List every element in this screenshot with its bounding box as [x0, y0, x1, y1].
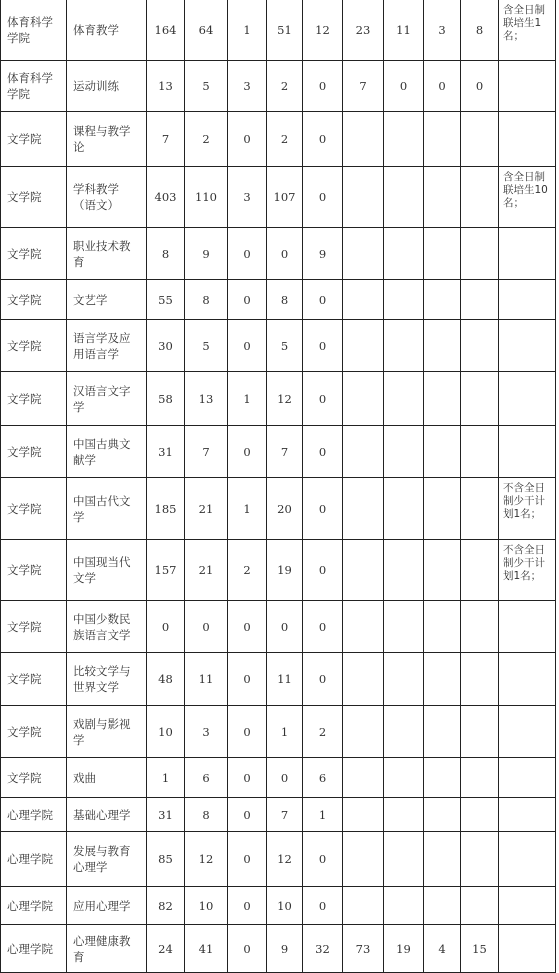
applicants-cell: 24: [147, 925, 185, 973]
applicants-cell: 48: [147, 653, 185, 706]
applicants-cell: 31: [147, 426, 185, 478]
col8-cell: [424, 798, 461, 832]
major-cell: 比较文学与世界文学: [67, 653, 147, 706]
note-cell: [499, 653, 556, 706]
applicants-cell: 31: [147, 798, 185, 832]
col6-cell: 73: [343, 925, 384, 973]
col7-cell: [384, 798, 424, 832]
col5-cell: 6: [303, 758, 343, 798]
col7-cell: [384, 320, 424, 372]
enrolled-cell: 3: [185, 706, 228, 758]
note-cell: [499, 112, 556, 167]
col4-cell: 7: [267, 426, 303, 478]
enrolled-cell: 41: [185, 925, 228, 973]
col9-cell: [461, 112, 499, 167]
col7-cell: [384, 228, 424, 280]
col9-cell: [461, 320, 499, 372]
col9-cell: [461, 540, 499, 601]
major-cell: 中国古典文献学: [67, 426, 147, 478]
col5-cell: 12: [303, 0, 343, 61]
col7-cell: [384, 372, 424, 426]
applicants-cell: 185: [147, 478, 185, 540]
table-row: [1, 0, 556, 61]
table-row: [1, 320, 556, 372]
note-cell: [499, 758, 556, 798]
col5-cell: 0: [303, 601, 343, 653]
col8-cell: [424, 372, 461, 426]
applicants-cell: 58: [147, 372, 185, 426]
col8-cell: [424, 228, 461, 280]
col8-cell: [424, 653, 461, 706]
major-cell: 职业技术教育: [67, 228, 147, 280]
note-cell: [499, 887, 556, 925]
applicants-cell: 10: [147, 706, 185, 758]
col5-cell: 0: [303, 540, 343, 601]
table-row: [1, 887, 556, 925]
col3-cell: 0: [228, 798, 267, 832]
enrolled-cell: 21: [185, 540, 228, 601]
col3-cell: 3: [228, 61, 267, 112]
col4-cell: 19: [267, 540, 303, 601]
col8-cell: [424, 478, 461, 540]
col7-cell: [384, 540, 424, 601]
col3-cell: 1: [228, 372, 267, 426]
col3-cell: 0: [228, 228, 267, 280]
college-cell: 文学院: [1, 372, 67, 426]
col4-cell: 12: [267, 832, 303, 887]
major-cell: 学科教学（语文）: [67, 167, 147, 228]
col7-cell: [384, 426, 424, 478]
col9-cell: [461, 832, 499, 887]
enrolled-cell: 6: [185, 758, 228, 798]
col8-cell: 3: [424, 0, 461, 61]
col3-cell: 0: [228, 601, 267, 653]
col6-cell: [343, 478, 384, 540]
college-cell: 文学院: [1, 653, 67, 706]
col5-cell: 0: [303, 112, 343, 167]
col9-cell: [461, 228, 499, 280]
col7-cell: [384, 706, 424, 758]
note-cell: [499, 798, 556, 832]
col6-cell: [343, 601, 384, 653]
table-body: [1, 0, 556, 973]
table-row: [1, 925, 556, 973]
college-cell: 文学院: [1, 426, 67, 478]
col9-cell: [461, 372, 499, 426]
major-cell: 基础心理学: [67, 798, 147, 832]
col9-cell: [461, 280, 499, 320]
enrolled-cell: 9: [185, 228, 228, 280]
col6-cell: [343, 540, 384, 601]
table-row: [1, 540, 556, 601]
col5-cell: 9: [303, 228, 343, 280]
col7-cell: [384, 758, 424, 798]
col6-cell: [343, 706, 384, 758]
college-cell: 心理学院: [1, 798, 67, 832]
col5-cell: 0: [303, 320, 343, 372]
enrolled-cell: 8: [185, 280, 228, 320]
table-row: [1, 798, 556, 832]
col9-cell: [461, 758, 499, 798]
applicants-cell: 403: [147, 167, 185, 228]
col8-cell: [424, 832, 461, 887]
col6-cell: [343, 228, 384, 280]
note-cell: [499, 832, 556, 887]
college-cell: 文学院: [1, 601, 67, 653]
col6-cell: 7: [343, 61, 384, 112]
applicants-cell: 8: [147, 228, 185, 280]
enrolled-cell: 13: [185, 372, 228, 426]
college-cell: 文学院: [1, 167, 67, 228]
col8-cell: [424, 320, 461, 372]
col8-cell: [424, 706, 461, 758]
col9-cell: [461, 601, 499, 653]
col6-cell: [343, 653, 384, 706]
enrolled-cell: 64: [185, 0, 228, 61]
enrolled-cell: 2: [185, 112, 228, 167]
col9-cell: 0: [461, 61, 499, 112]
major-cell: 戏曲: [67, 758, 147, 798]
note-cell: 不含全日制少干计划1名；: [499, 540, 556, 601]
college-cell: 心理学院: [1, 887, 67, 925]
col5-cell: 0: [303, 280, 343, 320]
col4-cell: 10: [267, 887, 303, 925]
table-row: [1, 228, 556, 280]
note-cell: [499, 280, 556, 320]
col7-cell: [384, 653, 424, 706]
major-cell: 体育教学: [67, 0, 147, 61]
major-cell: 应用心理学: [67, 887, 147, 925]
major-cell: 戏剧与影视学: [67, 706, 147, 758]
major-cell: 心理健康教育: [67, 925, 147, 973]
table-row: [1, 280, 556, 320]
major-cell: 课程与教学论: [67, 112, 147, 167]
col4-cell: 11: [267, 653, 303, 706]
col6-cell: [343, 798, 384, 832]
col7-cell: [384, 112, 424, 167]
col5-cell: 0: [303, 426, 343, 478]
col6-cell: [343, 887, 384, 925]
col7-cell: [384, 887, 424, 925]
table-row: [1, 112, 556, 167]
col5-cell: 0: [303, 167, 343, 228]
col5-cell: 0: [303, 653, 343, 706]
col7-cell: 11: [384, 0, 424, 61]
col4-cell: 2: [267, 61, 303, 112]
table-row: [1, 167, 556, 228]
col4-cell: 1: [267, 706, 303, 758]
col8-cell: 4: [424, 925, 461, 973]
enrolled-cell: 12: [185, 832, 228, 887]
col4-cell: 2: [267, 112, 303, 167]
major-cell: 中国少数民族语言文学: [67, 601, 147, 653]
col9-cell: 8: [461, 0, 499, 61]
table-row: [1, 61, 556, 112]
applicants-cell: 157: [147, 540, 185, 601]
table-row: [1, 653, 556, 706]
major-cell: 中国古代文学: [67, 478, 147, 540]
college-cell: 文学院: [1, 320, 67, 372]
col9-cell: [461, 706, 499, 758]
major-cell: 文艺学: [67, 280, 147, 320]
col6-cell: [343, 320, 384, 372]
col3-cell: 0: [228, 758, 267, 798]
col7-cell: [384, 601, 424, 653]
col3-cell: 0: [228, 925, 267, 973]
enrolled-cell: 110: [185, 167, 228, 228]
col8-cell: [424, 887, 461, 925]
col6-cell: [343, 112, 384, 167]
col3-cell: 0: [228, 426, 267, 478]
applicants-cell: 55: [147, 280, 185, 320]
enrolled-cell: 5: [185, 61, 228, 112]
col4-cell: 20: [267, 478, 303, 540]
col5-cell: 2: [303, 706, 343, 758]
col3-cell: 0: [228, 320, 267, 372]
col3-cell: 0: [228, 887, 267, 925]
col5-cell: 32: [303, 925, 343, 973]
col5-cell: 1: [303, 798, 343, 832]
col6-cell: 23: [343, 0, 384, 61]
enrolled-cell: 8: [185, 798, 228, 832]
col4-cell: 0: [267, 228, 303, 280]
table-row: [1, 601, 556, 653]
college-cell: 心理学院: [1, 832, 67, 887]
college-cell: 文学院: [1, 540, 67, 601]
college-cell: 文学院: [1, 112, 67, 167]
col5-cell: 0: [303, 372, 343, 426]
enrolled-cell: 11: [185, 653, 228, 706]
col8-cell: [424, 280, 461, 320]
col9-cell: [461, 426, 499, 478]
col4-cell: 7: [267, 798, 303, 832]
enrolled-cell: 10: [185, 887, 228, 925]
col4-cell: 5: [267, 320, 303, 372]
col3-cell: 0: [228, 280, 267, 320]
col9-cell: [461, 798, 499, 832]
col4-cell: 107: [267, 167, 303, 228]
col8-cell: [424, 540, 461, 601]
col4-cell: 0: [267, 758, 303, 798]
applicants-cell: 1: [147, 758, 185, 798]
col5-cell: 0: [303, 61, 343, 112]
college-cell: 文学院: [1, 478, 67, 540]
col5-cell: 0: [303, 478, 343, 540]
col7-cell: 0: [384, 61, 424, 112]
college-cell: 心理学院: [1, 925, 67, 973]
note-cell: [499, 925, 556, 973]
col3-cell: 2: [228, 540, 267, 601]
col4-cell: 8: [267, 280, 303, 320]
col9-cell: [461, 478, 499, 540]
college-cell: 文学院: [1, 758, 67, 798]
note-cell: [499, 61, 556, 112]
applicants-cell: 30: [147, 320, 185, 372]
note-cell: [499, 426, 556, 478]
col3-cell: 0: [228, 653, 267, 706]
table-row: [1, 832, 556, 887]
major-cell: 运动训练: [67, 61, 147, 112]
col6-cell: [343, 426, 384, 478]
col3-cell: 1: [228, 0, 267, 61]
college-cell: 文学院: [1, 228, 67, 280]
col6-cell: [343, 758, 384, 798]
col3-cell: 1: [228, 478, 267, 540]
col4-cell: 9: [267, 925, 303, 973]
table-row: [1, 706, 556, 758]
major-cell: 发展与教育心理学: [67, 832, 147, 887]
col9-cell: [461, 887, 499, 925]
college-cell: 体育科学学院: [1, 61, 67, 112]
col3-cell: 0: [228, 832, 267, 887]
col6-cell: [343, 832, 384, 887]
applicants-cell: 13: [147, 61, 185, 112]
college-cell: 体育科学学院: [1, 0, 67, 61]
table-row: [1, 426, 556, 478]
col5-cell: 0: [303, 887, 343, 925]
table-row: [1, 758, 556, 798]
note-cell: 含全日制联培生1名；: [499, 0, 556, 61]
table-row: [1, 372, 556, 426]
col3-cell: 0: [228, 706, 267, 758]
applicants-cell: 7: [147, 112, 185, 167]
col7-cell: [384, 478, 424, 540]
col8-cell: [424, 758, 461, 798]
applicants-cell: 82: [147, 887, 185, 925]
col8-cell: 0: [424, 61, 461, 112]
note-cell: 不含全日制少干计划1名；: [499, 478, 556, 540]
enrolled-cell: 0: [185, 601, 228, 653]
note-cell: [499, 706, 556, 758]
col3-cell: 3: [228, 167, 267, 228]
major-cell: 汉语言文字学: [67, 372, 147, 426]
col6-cell: [343, 372, 384, 426]
note-cell: [499, 228, 556, 280]
enrolled-cell: 5: [185, 320, 228, 372]
col8-cell: [424, 112, 461, 167]
college-cell: 文学院: [1, 706, 67, 758]
note-cell: 含全日制联培生10名；: [499, 167, 556, 228]
college-cell: 文学院: [1, 280, 67, 320]
col6-cell: [343, 167, 384, 228]
col5-cell: 0: [303, 832, 343, 887]
col9-cell: [461, 653, 499, 706]
col8-cell: [424, 167, 461, 228]
enrolled-cell: 7: [185, 426, 228, 478]
enrolled-cell: 21: [185, 478, 228, 540]
col7-cell: 19: [384, 925, 424, 973]
col8-cell: [424, 601, 461, 653]
note-cell: [499, 320, 556, 372]
col6-cell: [343, 280, 384, 320]
col4-cell: 51: [267, 0, 303, 61]
note-cell: [499, 372, 556, 426]
col4-cell: 0: [267, 601, 303, 653]
table-row: [1, 478, 556, 540]
col7-cell: [384, 832, 424, 887]
col8-cell: [424, 426, 461, 478]
col7-cell: [384, 167, 424, 228]
col9-cell: [461, 167, 499, 228]
applicants-cell: 0: [147, 601, 185, 653]
col7-cell: [384, 280, 424, 320]
col3-cell: 0: [228, 112, 267, 167]
major-cell: 语言学及应用语言学: [67, 320, 147, 372]
major-cell: 中国现当代文学: [67, 540, 147, 601]
note-cell: [499, 601, 556, 653]
applicants-cell: 164: [147, 0, 185, 61]
col9-cell: 15: [461, 925, 499, 973]
col4-cell: 12: [267, 372, 303, 426]
applicants-cell: 85: [147, 832, 185, 887]
